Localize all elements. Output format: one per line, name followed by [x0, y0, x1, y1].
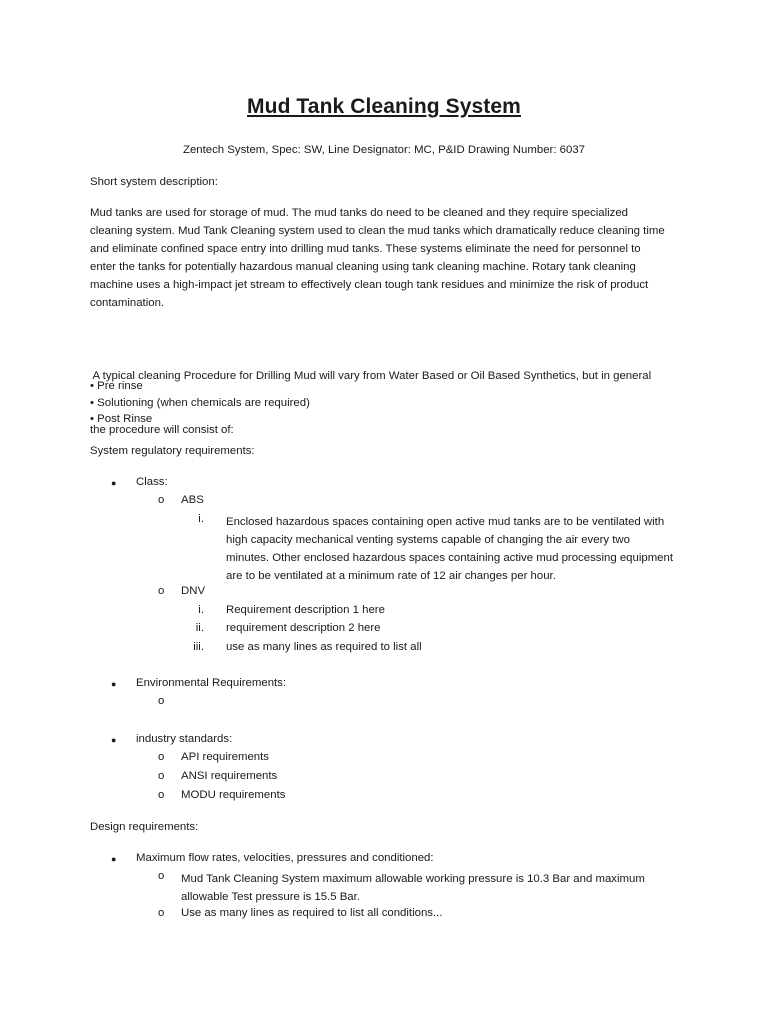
- dnv-requirement: requirement description 2 here: [226, 622, 381, 634]
- regulatory-heading: System regulatory requirements:: [90, 445, 255, 457]
- short-description-heading: Short system description:: [90, 176, 218, 188]
- paragraph-line: cleaning system. Mud Tank Cleaning system used to clean the mud tanks which dramatically reduce cleaning time: [90, 225, 665, 237]
- paragraph-line: Mud tanks are used for storage of mud. The mud tanks do need to be cleaned and they require specialized: [90, 207, 629, 219]
- bullet-dot: ●: [111, 735, 117, 745]
- paragraph-line: enter the tanks for potentially hazardous manual cleaning using tank cleaning machine. Rotary tank cleaning: [90, 261, 636, 273]
- circle-bullet: o: [158, 870, 165, 882]
- circle-bullet: o: [158, 789, 165, 801]
- dnv-label: DNV: [181, 585, 206, 597]
- roman-numeral: i.: [198, 604, 204, 616]
- circle-bullet: o: [158, 695, 165, 707]
- requirement-line: Enclosed hazardous spaces containing open active mud tanks are to be ventilated with: [226, 516, 665, 528]
- procedure-step: • Post Rinse: [90, 413, 153, 425]
- design-heading: Design requirements:: [90, 821, 199, 833]
- paragraph-line: contamination.: [90, 297, 165, 309]
- bullet-dot: ●: [111, 478, 117, 488]
- bullet-dot: ●: [111, 679, 117, 689]
- circle-bullet: o: [158, 494, 165, 506]
- industry-item: MODU requirements: [181, 789, 286, 801]
- document-title: Mud Tank Cleaning System: [247, 95, 521, 118]
- design-item-text: [181, 870, 645, 906]
- requirement-line: are to be ventilated at a minimum rate of 12 air changes per hour.: [226, 570, 556, 582]
- roman-numeral: ii.: [195, 622, 204, 634]
- procedure-step: • Solutioning (when chemicals are required): [90, 397, 310, 409]
- dnv-requirement: use as many lines as required to list all: [226, 641, 422, 653]
- paragraph-line: and eliminate confined space entry into drilling mud tanks. These systems eliminate the need for personnel to: [90, 243, 641, 255]
- industry-item: ANSI requirements: [181, 770, 278, 782]
- bullet-dot: ●: [111, 854, 117, 864]
- class-label: Class:: [136, 476, 168, 488]
- design-item-text: Use as many lines as required to list all conditions...: [181, 907, 443, 919]
- procedure-step: • Pre rinse: [90, 380, 143, 392]
- short-description-paragraph: [90, 204, 670, 312]
- document-subtitle: Zentech System, Spec: SW, Line Designator: MC, P&ID Drawing Number: 6037: [182, 144, 585, 156]
- requirement-line: minutes. Other enclosed hazardous spaces containing active mud processing equipment: [226, 552, 674, 564]
- industry-item: API requirements: [181, 751, 269, 763]
- paragraph-line: the procedure will consist of:: [90, 424, 234, 436]
- circle-bullet: o: [158, 770, 165, 782]
- abs-label: ABS: [181, 494, 204, 506]
- paragraph-line: machine uses a high-impact jet stream to effectively clean tough tank residues and minimize the risk of product: [90, 279, 649, 291]
- paragraph-line: A typical cleaning Procedure for Drilling Mud will vary from Water Based or Oil Based Synthetics, but in general: [90, 370, 652, 382]
- industry-label: industry standards:: [136, 733, 233, 745]
- circle-bullet: o: [158, 585, 165, 597]
- abs-requirement-text: [226, 513, 673, 585]
- roman-numeral: i.: [198, 513, 204, 525]
- environmental-label: Environmental Requirements:: [136, 677, 287, 689]
- circle-bullet: o: [158, 751, 165, 763]
- circle-bullet: o: [158, 907, 165, 919]
- design-line: Mud Tank Cleaning System maximum allowable working pressure is 10.3 Bar and maximum: [181, 873, 645, 885]
- requirement-line: high capacity mechanical venting systems capable of changing the air every two: [226, 534, 630, 546]
- design-line: allowable Test pressure is 15.5 Bar.: [181, 891, 360, 903]
- roman-numeral: iii.: [193, 641, 204, 653]
- dnv-requirement: Requirement description 1 here: [226, 604, 385, 616]
- design-bullet-label: Maximum flow rates, velocities, pressures and conditioned:: [136, 852, 434, 864]
